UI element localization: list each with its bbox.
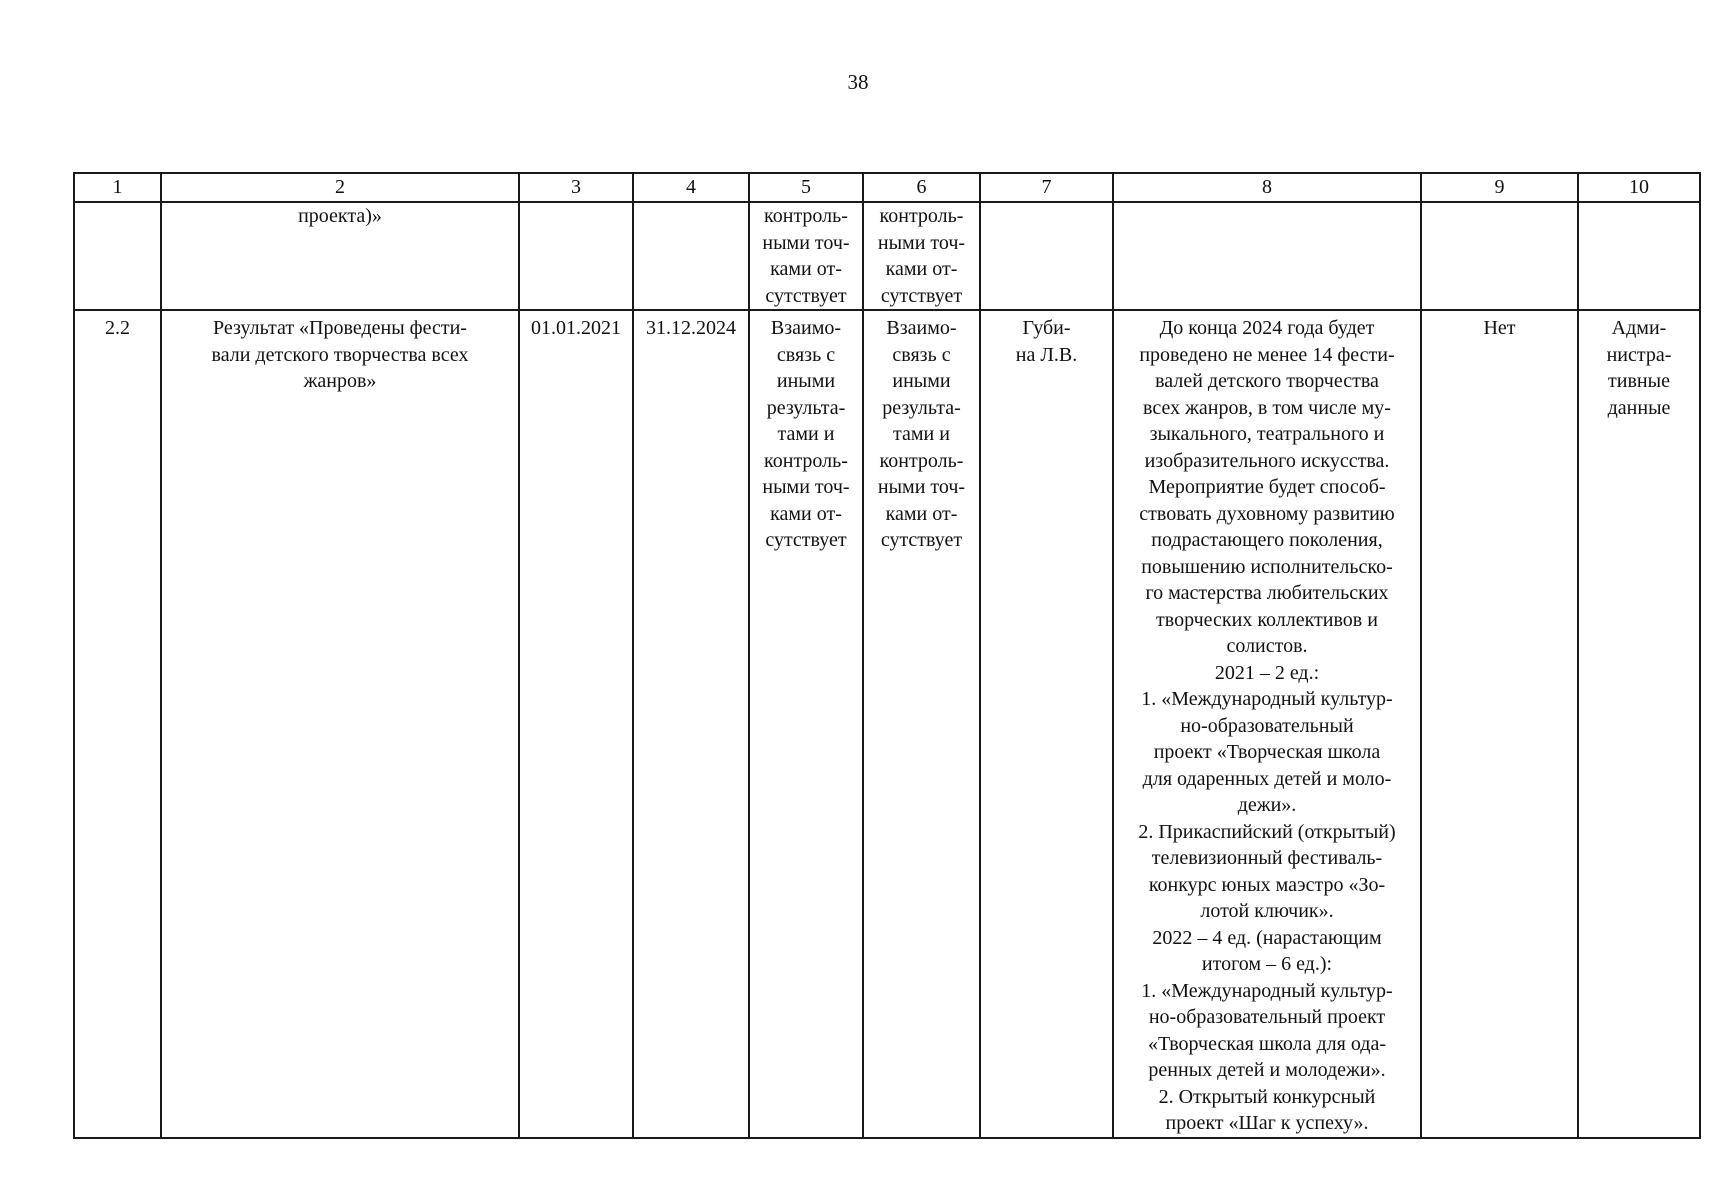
responsible-person	[980, 310, 1113, 1138]
result-description-line: творческих коллективов и	[1156, 608, 1378, 631]
header-cell-10: 10	[1578, 173, 1700, 202]
result-name-line: Результат «Проведены фести-	[213, 317, 467, 339]
result-description-line: 2. Прикаспийский (открытый)	[1138, 820, 1396, 843]
cont-relation-col5-line: сутствует	[765, 284, 847, 307]
result-description-line: всех жанров, в том числе му-	[1143, 396, 1391, 419]
result-description-line: Мероприятие будет способ-	[1148, 476, 1386, 498]
cont-relation-col5-line: контроль-	[764, 205, 848, 227]
result-description-line: 1. «Международный культур-	[1141, 688, 1393, 710]
result-description-line: повышению исполнительско-	[1141, 555, 1393, 578]
result-description	[1113, 310, 1421, 1138]
cont-relation-col5-line: ными точ-	[762, 231, 850, 254]
result-description-line: но-образовательный	[1180, 714, 1354, 737]
result-description-line: подрастающего поколения,	[1151, 529, 1383, 551]
relation-col5-line: результа-	[766, 396, 846, 419]
relation-col5-line: контроль-	[764, 449, 848, 472]
result-description-line: 2. Открытый конкурсный	[1158, 1085, 1376, 1108]
data-source	[1578, 310, 1700, 1138]
header-cell-4: 4	[633, 173, 749, 202]
data-source-line: нистра-	[1606, 343, 1672, 366]
relation-col5-line: ными точ-	[762, 476, 850, 498]
relation-col6-line: сутствует	[880, 529, 963, 551]
result-description-line: 2021 – 2 ед.:	[1214, 661, 1320, 684]
relation-col6-line: Взаимо-	[886, 317, 957, 339]
cont-cell-8	[1113, 202, 1421, 310]
header-cell-7: 7	[980, 173, 1113, 202]
header-cell-6: 6	[863, 173, 980, 202]
cont-relation-col6-line: ками от-	[885, 258, 958, 280]
relation-col5-line: Взаимо-	[770, 317, 842, 339]
responsible-person-line: на Л.В.	[1015, 343, 1078, 366]
continuation-row	[74, 202, 1700, 310]
responsible-person-line: Губи-	[1022, 317, 1071, 339]
result-description-line: дежи».	[1237, 794, 1297, 816]
result-name-line: вали детского творчества всех	[211, 343, 469, 366]
table-row-2-2	[74, 310, 1700, 1138]
result-description-line: изобразительного искусства.	[1144, 449, 1390, 472]
relation-col5-line: тами и	[777, 423, 835, 445]
data-source-line: тивные	[1608, 370, 1670, 392]
result-description-line: телевизионный фестиваль-	[1151, 847, 1383, 869]
cont-project-name: проекта)»	[161, 202, 519, 310]
start-date: 01.01.2021	[519, 310, 633, 1138]
result-description-line: 2022 – 4 ед. (нарастающим	[1152, 926, 1382, 949]
cont-relation-col6-line: сутствует	[880, 284, 963, 307]
result-description-line: ствовать духовному развитию	[1139, 502, 1395, 525]
cont-cell-10	[1578, 202, 1700, 310]
header-cell-8: 8	[1113, 173, 1421, 202]
result-description-line: ренных детей и молодежи».	[1148, 1059, 1386, 1081]
cont-relation-col5-line: ками от-	[770, 258, 842, 280]
cont-relation-col5	[749, 202, 863, 310]
header-cell-9: 9	[1421, 173, 1578, 202]
relation-col6-line: результа-	[882, 396, 961, 419]
header-cell-5: 5	[749, 173, 863, 202]
result-description-line: итогом – 6 ед.):	[1201, 953, 1333, 975]
row-number: 2.2	[74, 310, 161, 1138]
result-description-line: для одаренных детей и моло-	[1142, 767, 1392, 790]
relation-col5-line: иными	[776, 370, 836, 392]
result-description-line: «Творческая школа для ода-	[1147, 1032, 1387, 1055]
relation-col6	[863, 310, 980, 1138]
relation-col6-line: ками от-	[885, 502, 958, 525]
relation-col6-line: иными	[892, 370, 951, 392]
result-description-line: зыкального, театрального и	[1149, 423, 1385, 445]
relation-col5-line: связь с	[776, 343, 836, 366]
result-description-line: но-образовательный проект	[1148, 1006, 1386, 1028]
cont-cell-7	[980, 202, 1113, 310]
data-source-line: данные	[1607, 396, 1671, 419]
result-name	[161, 310, 519, 1138]
relation-col5	[749, 310, 863, 1138]
col9-value: Нет	[1421, 310, 1578, 1138]
result-description-line: го мастерства любительских	[1145, 582, 1389, 604]
relation-col5-line: ками от-	[770, 502, 842, 525]
cont-relation-col6-line: ными точ-	[877, 231, 966, 254]
relation-col6-line: связь с	[892, 343, 951, 366]
result-description-line: До конца 2024 года будет	[1159, 317, 1375, 339]
result-name-line: жанров»	[303, 370, 377, 392]
header-cell-2: 2	[161, 173, 519, 202]
cont-cell-9	[1421, 202, 1578, 310]
relation-col6-line: тами и	[893, 423, 950, 445]
relation-col6-line: ными точ-	[877, 476, 966, 498]
cont-relation-col6	[863, 202, 980, 310]
result-description-line: солистов.	[1226, 635, 1308, 657]
result-description-line: проведено не менее 14 фести-	[1139, 343, 1395, 366]
header-cell-3: 3	[519, 173, 633, 202]
result-description-line: валей детского творчества	[1155, 370, 1379, 392]
cont-cell-1	[74, 202, 161, 310]
relation-col5-line: сутствует	[765, 529, 847, 551]
report-table	[73, 172, 1701, 1139]
header-cell-1: 1	[74, 173, 161, 202]
result-description-line: проект «Шаг к успеху».	[1165, 1112, 1369, 1134]
end-date: 31.12.2024	[633, 310, 749, 1138]
result-description-line: проект «Творческая школа	[1153, 741, 1381, 763]
cont-cell-3	[519, 202, 633, 310]
result-description-line: лотой ключик».	[1200, 900, 1334, 922]
data-source-line: Адми-	[1611, 317, 1667, 339]
result-description-line: конкурс юных маэстро «Зо-	[1148, 873, 1386, 896]
cont-cell-4	[633, 202, 749, 310]
result-description-line: 1. «Международный культур-	[1141, 979, 1393, 1002]
cont-relation-col6-line: контроль-	[879, 205, 964, 227]
header-row	[74, 173, 1700, 202]
page-number: 38	[847, 70, 869, 94]
relation-col6-line: контроль-	[879, 449, 964, 472]
